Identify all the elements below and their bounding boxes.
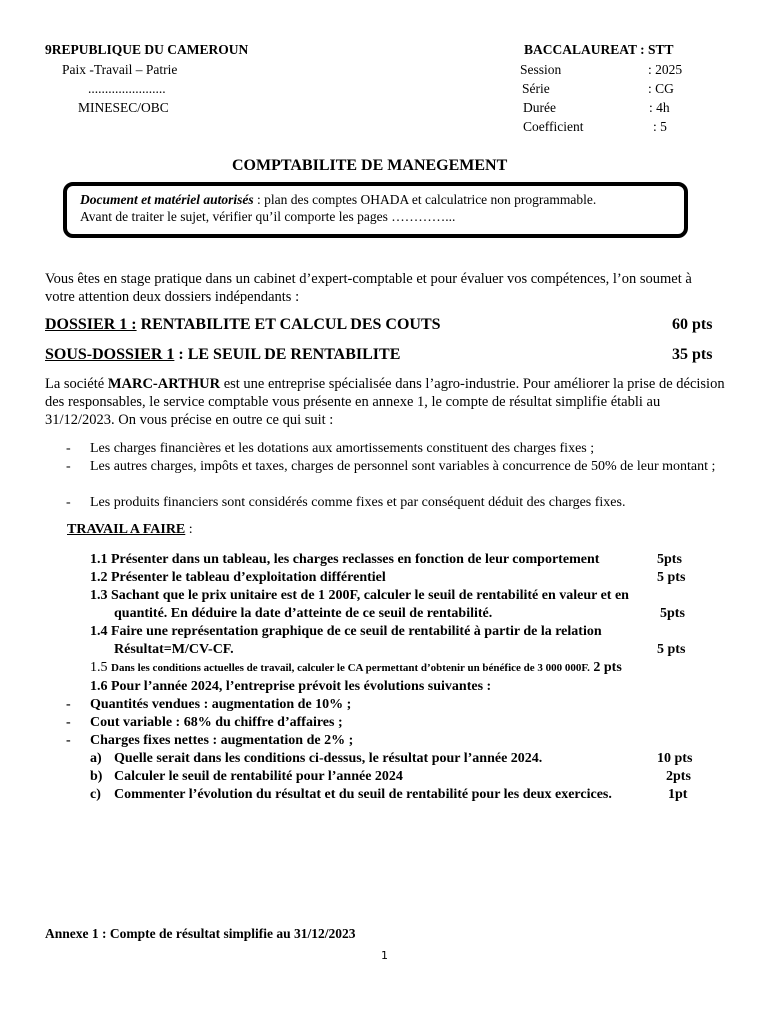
task-1-4 — [90, 623, 710, 641]
dossier-title: RENTABILITE ET CALCUL DES COUTS — [136, 316, 441, 333]
bullet-dash: - — [66, 495, 71, 510]
header-dots: ....................... — [88, 81, 166, 96]
bullet-text: Les produits financiers sont considérés comme fixes et par conséquent déduit des charges fixes. — [90, 495, 626, 510]
annex-title: Annexe 1 : Compte de résultat simplifie au 31/12/2023 — [45, 926, 356, 941]
task-text: 1.1 Présenter dans un tableau, les charges reclasses en fonction de leur comportement — [90, 552, 600, 567]
page-number: 1 — [381, 949, 388, 962]
bullet-dash: - — [66, 697, 71, 712]
company-name: MARC-ARTHUR — [107, 376, 221, 392]
task-points: 5pts — [660, 606, 685, 621]
sub-letter: a) — [90, 751, 102, 766]
info-value: : CG — [648, 81, 674, 96]
sub-question-c — [90, 786, 710, 804]
bullet-dash: - — [66, 441, 71, 456]
task-text: Dans les conditions actuelles de travail, calculer le CA permettant d’obtenir un bénéfice de 3 000 000F. — [111, 662, 590, 674]
info-label: Coefficient — [523, 119, 584, 134]
dossier-label: DOSSIER 1 : — [45, 316, 137, 333]
exam-info-row — [520, 62, 682, 78]
sub-question-a — [90, 750, 710, 768]
task-1-5 — [90, 659, 710, 677]
notice-line-1 — [80, 192, 596, 208]
sub-letter: c) — [90, 787, 101, 802]
task-text: quantité. En déduire la date d’atteinte de ce seuil de rentabilité. — [114, 606, 493, 621]
evolution-item — [66, 732, 686, 750]
task-text: Résultat=M/CV-CF. — [114, 642, 234, 657]
task-points: 2pts — [666, 769, 691, 784]
task-1-6 — [90, 678, 710, 696]
exam-info-row — [523, 100, 670, 116]
evolution-text: Charges fixes nettes : augmentation de 2% ; — [90, 733, 354, 748]
evolution-item — [66, 696, 686, 714]
evolution-item — [66, 714, 686, 732]
task-points: 5pts — [657, 552, 682, 567]
work-heading — [67, 522, 193, 538]
task-text: 1.4 Faire une représentation graphique de ce seuil de rentabilité à partir de la relation — [90, 624, 602, 639]
exam-info-row — [523, 119, 667, 135]
info-label: Session — [520, 62, 562, 77]
info-label: Durée — [523, 100, 556, 115]
national-motto: Paix -Travail – Patrie — [62, 62, 178, 77]
context-after: est une entreprise spécialisée dans l’agro-industrie. Pour améliorer la prise de décision des responsables, le service comptable vous présente en annexe 1, le compte de résultat simplifie établi au 31/12/2023. On vous précise en outre ce qui suit : — [45, 376, 725, 428]
bullet-dash: - — [66, 459, 71, 474]
bullet-text: Les autres charges, impôts et taxes, charges de personnel sont variables à concurrence de 50% de leur montant ; — [90, 459, 716, 474]
task-1-1 — [90, 551, 710, 569]
dossier-heading — [45, 316, 441, 334]
info-label: Série — [522, 81, 550, 96]
notice-label: Document et matériel autorisés — [80, 192, 254, 207]
evolution-text: Cout variable : 68% du chiffre d’affaires ; — [90, 715, 343, 730]
sub-letter: b) — [90, 769, 103, 784]
sousdossier-points: 35 pts — [672, 346, 713, 363]
bullet-text: Les charges financières et les dotations aux amortissements constituent des charges fixes ; — [90, 441, 595, 456]
sousdossier-heading — [45, 346, 400, 364]
sousdossier-label: SOUS-DOSSIER 1 — [45, 346, 175, 363]
intro-paragraph: Vous êtes en stage pratique dans un cabinet d’expert-comptable et pour évaluer vos compétences, l’on soumet à votre attention deux dossiers indépendants : — [45, 271, 692, 305]
task-1-3 — [90, 587, 710, 605]
task-text: 1.3 Sachant que le prix unitaire est de 1 200F, calculer le seuil de rentabilité en valeur et en — [90, 588, 629, 603]
task-points: 2 pts — [589, 660, 622, 675]
bullet-dash: - — [66, 715, 71, 730]
info-value: : 4h — [649, 100, 670, 115]
notice-line-2: Avant de traiter le sujet, vérifier qu’il comporte les pages …………... — [80, 209, 456, 224]
sub-text: Calculer le seuil de rentabilité pour l’année 2024 — [114, 769, 403, 784]
context-paragraph — [45, 375, 725, 429]
info-value: : 5 — [653, 119, 667, 134]
exam-info-row — [522, 81, 674, 97]
task-1-2 — [90, 569, 710, 587]
task-text: 1.2 Présenter le tableau d’exploitation différentiel — [90, 570, 386, 585]
republic-name: 9REPUBLIQUE DU CAMEROUN — [45, 42, 249, 57]
task-points: 10 pts — [657, 751, 693, 766]
exam-title: COMPTABILITE DE MANEGEMENT — [232, 157, 508, 174]
ministry-code: MINESEC/OBC — [78, 100, 169, 115]
task-number: 1.5 — [90, 660, 111, 675]
info-value: : 2025 — [648, 62, 683, 77]
sousdossier-title: : LE SEUIL DE RENTABILITE — [174, 346, 401, 363]
task-points: 5 pts — [657, 570, 686, 585]
task-1-3-cont — [114, 605, 734, 623]
sub-question-b — [90, 768, 710, 786]
work-heading-colon: : — [185, 522, 193, 537]
task-points: 1pt — [668, 787, 688, 802]
task-text: 1.6 Pour l’année 2024, l’entreprise prévoit les évolutions suivantes : — [90, 679, 492, 694]
sub-text: Commenter l’évolution du résultat et du seuil de rentabilité pour les deux exercices. — [114, 787, 612, 802]
context-before: La société — [45, 376, 108, 392]
exam-name: BACCALAUREAT : STT — [524, 42, 674, 57]
task-points: 5 pts — [657, 642, 686, 657]
work-heading-label: TRAVAIL A FAIRE — [67, 522, 186, 537]
notice-text: : plan des comptes OHADA et calculatrice non programmable. — [253, 192, 597, 207]
bullet-dash: - — [66, 733, 71, 748]
sub-text: Quelle serait dans les conditions ci-dessus, le résultat pour l’année 2024. — [114, 751, 543, 766]
evolution-text: Quantités vendues : augmentation de 10% ; — [90, 697, 352, 712]
task-1-4-cont — [114, 641, 734, 659]
dossier-points: 60 pts — [672, 316, 713, 333]
